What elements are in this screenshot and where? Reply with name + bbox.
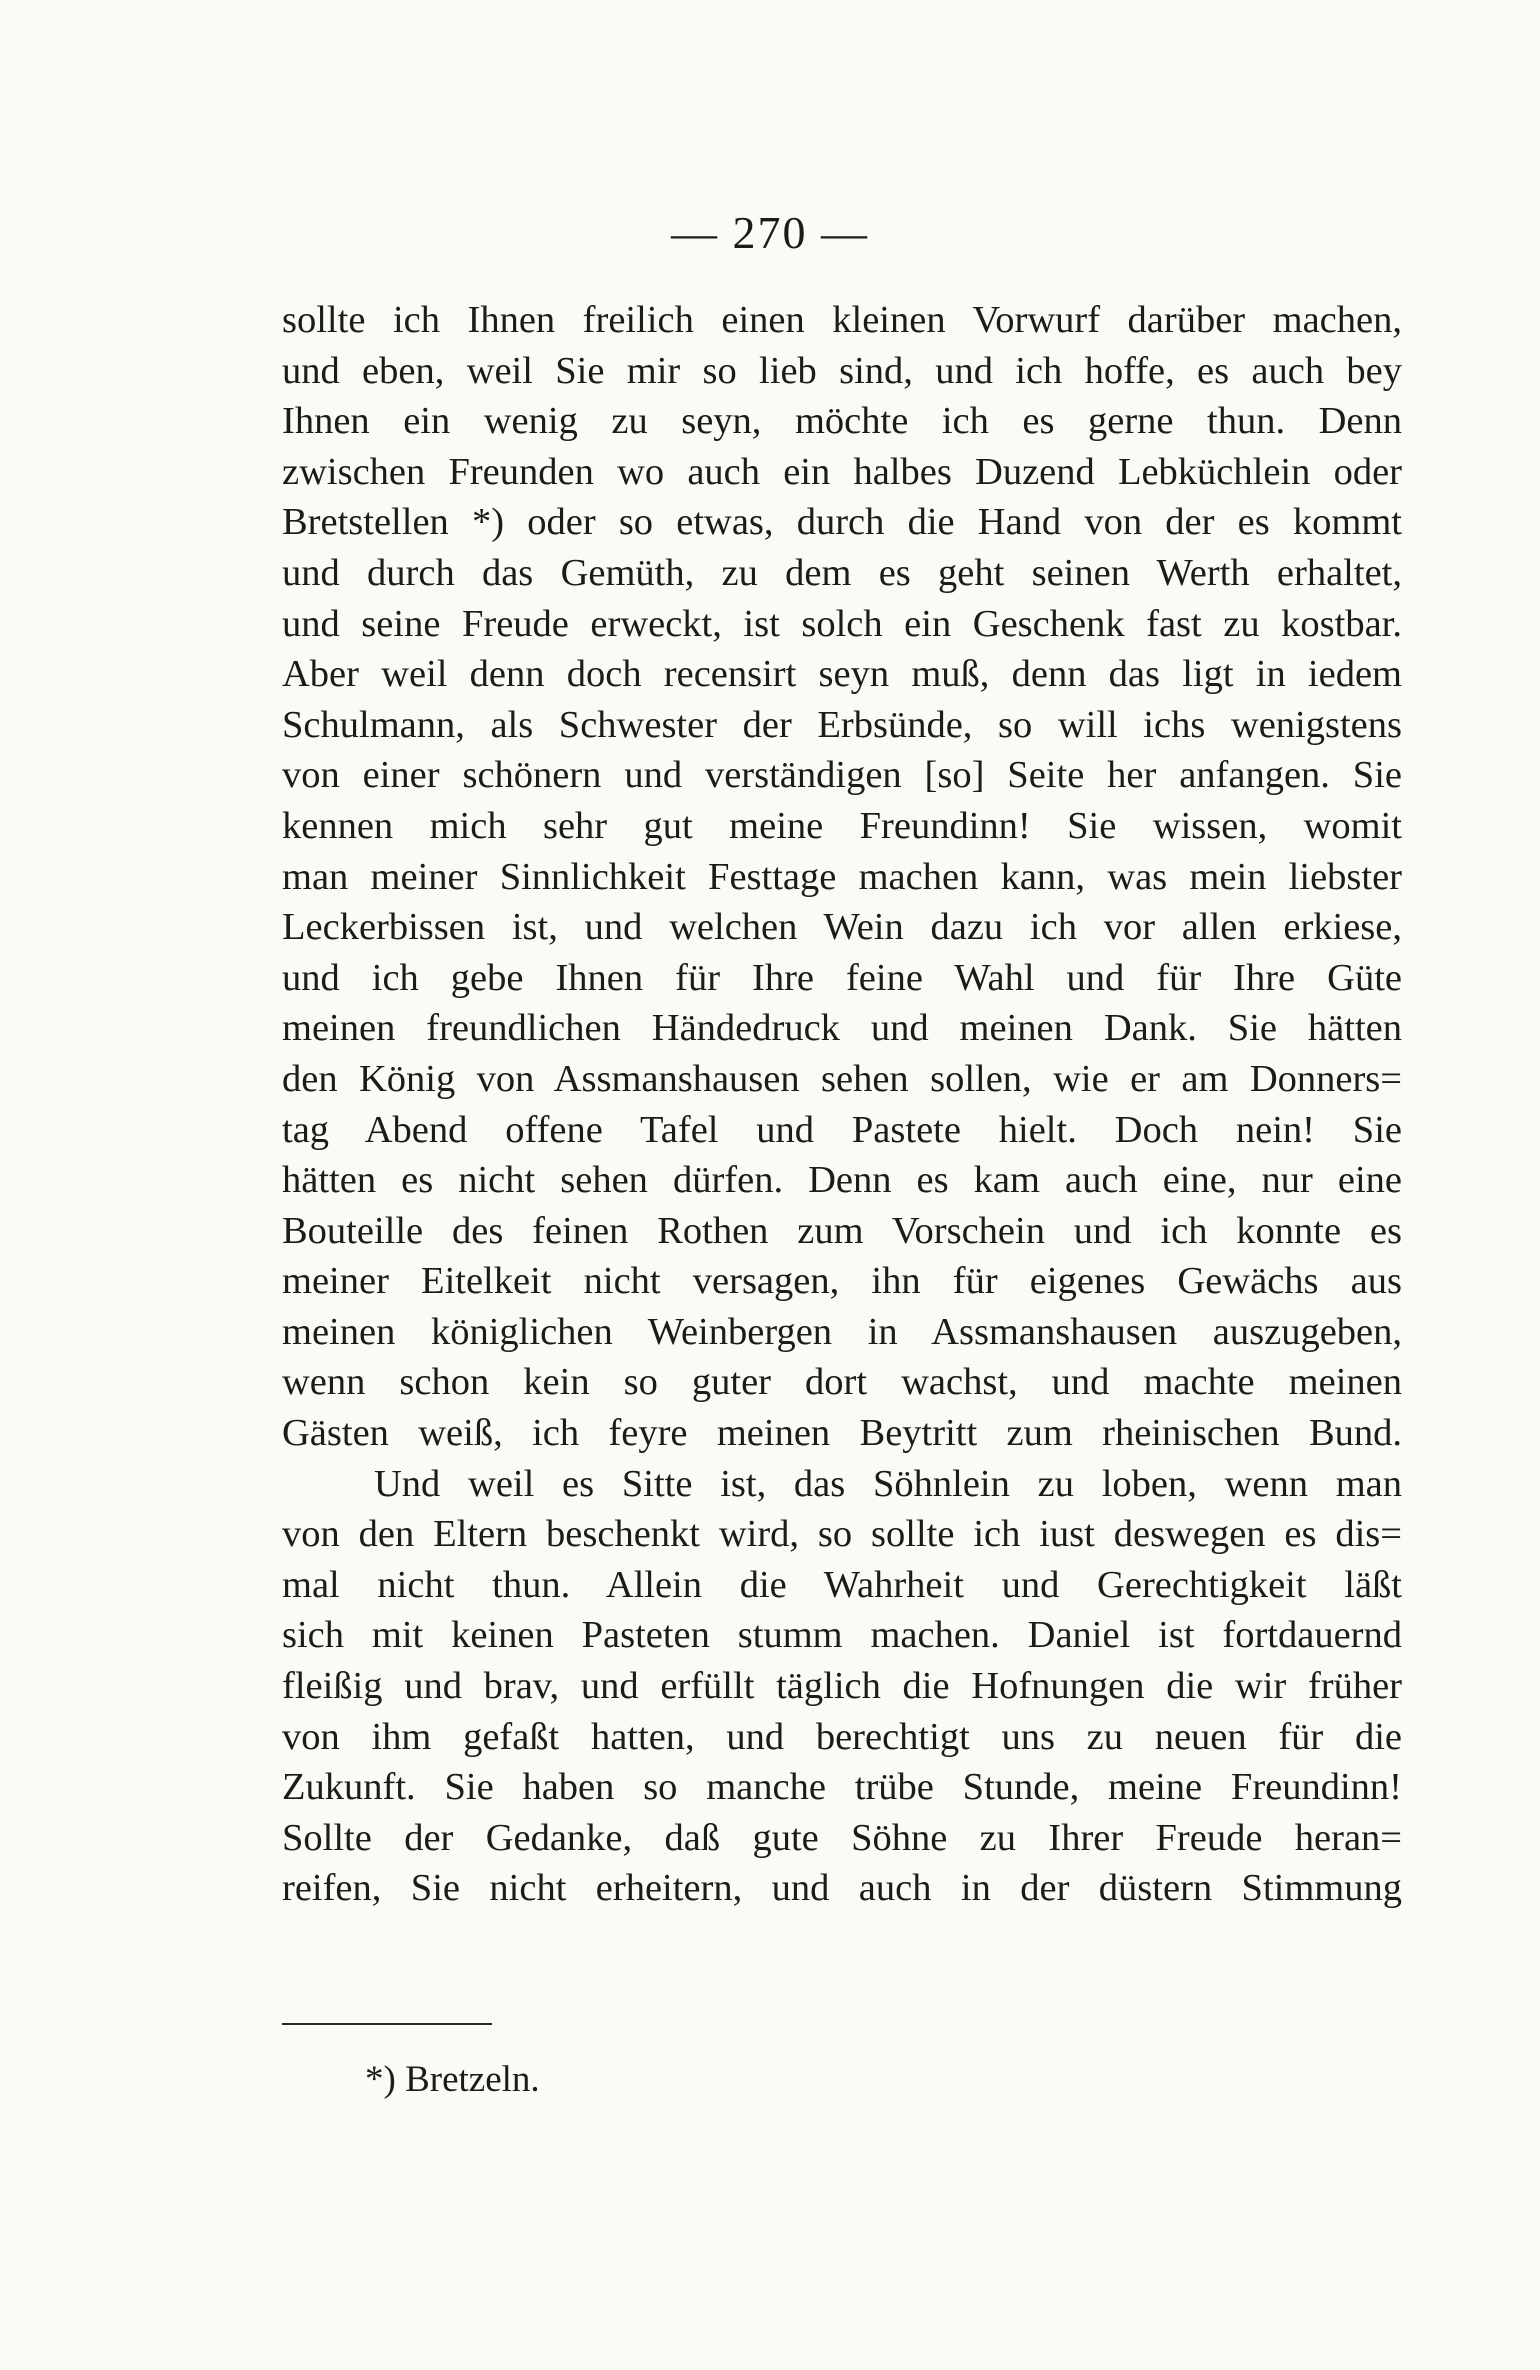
text-line: von einer schönern und verständigen [so] Seite her anfangen. Sie	[282, 754, 1402, 797]
footnote-divider	[282, 2023, 492, 2025]
text-line: kennen mich sehr gut meine Freundinn! Sie wissen, womit	[282, 804, 1402, 847]
text-line: von ihm gefaßt hatten, und berechtigt uns zu neuen für die	[282, 1715, 1402, 1758]
text-line: und ich gebe Ihnen für Ihre feine Wahl und für Ihre Güte	[282, 956, 1402, 999]
page-number: — 270 —	[671, 207, 869, 258]
text-line: und eben, weil Sie mir so lieb sind, und ich hoffe, es auch bey	[282, 349, 1402, 392]
text-line: man meiner Sinnlichkeit Festtage machen kann, was mein liebster	[282, 855, 1402, 898]
text-line: den König von Assmanshausen sehen sollen, wie er am Donners=	[282, 1057, 1402, 1100]
text-line: Sollte der Gedanke, daß gute Söhne zu Ihrer Freude heran=	[282, 1816, 1402, 1859]
text-line: Leckerbissen ist, und welchen Wein dazu ich vor allen erkiese,	[282, 906, 1402, 949]
text-line: Bouteille des feinen Rothen zum Vorschein und ich konnte es	[282, 1209, 1402, 1252]
text-line: Gästen weiß, ich feyre meinen Beytritt zum rheinischen Bund.	[282, 1412, 1402, 1455]
text-line: meinen königlichen Weinbergen in Assmanshausen auszugeben,	[282, 1310, 1402, 1353]
text-line: sich mit keinen Pasteten stumm machen. Daniel ist fortdauernd	[282, 1614, 1402, 1657]
text-line: tag Abend offene Tafel und Pastete hielt. Doch nein! Sie	[282, 1108, 1402, 1151]
paragraph-start-line: Und weil es Sitte ist, das Söhnlein zu loben, wenn man	[374, 1462, 1402, 1505]
text-line: und seine Freude erweckt, ist solch ein Geschenk fast zu kostbar.	[282, 602, 1402, 645]
text-line: zwischen Freunden wo auch ein halbes Duzend Lebküchlein oder	[282, 450, 1402, 493]
text-line: meiner Eitelkeit nicht versagen, ihn für eigenes Gewächs aus	[282, 1260, 1402, 1303]
text-line: von den Eltern beschenkt wird, so sollte ich iust deswegen es dis=	[282, 1513, 1402, 1556]
footnote: *) Bretzeln.	[365, 2059, 540, 2100]
text-line: meinen freundlichen Händedruck und meinen Dank. Sie hätten	[282, 1007, 1402, 1050]
text-line: wenn schon kein so guter dort wachst, und machte meinen	[282, 1361, 1402, 1404]
text-line: Ihnen ein wenig zu seyn, möchte ich es gerne thun. Denn	[282, 400, 1402, 443]
text-line: Zukunft. Sie haben so manche trübe Stunde, meine Freundinn!	[282, 1766, 1402, 1809]
text-line: fleißig und brav, und erfüllt täglich die Hofnungen die wir früher	[282, 1665, 1402, 1708]
text-line: Aber weil denn doch recensirt seyn muß, denn das ligt in iedem	[282, 653, 1402, 696]
text-line: mal nicht thun. Allein die Wahrheit und Gerechtigkeit läßt	[282, 1563, 1402, 1606]
text-line: Schulmann, als Schwester der Erbsünde, so will ichs wenigstens	[282, 703, 1402, 746]
text-line: reifen, Sie nicht erheitern, und auch in der düstern Stimmung	[282, 1867, 1402, 1910]
body-text	[282, 295, 1402, 1914]
text-line: und durch das Gemüth, zu dem es geht seinen Werth erhaltet,	[282, 551, 1402, 594]
text-line: sollte ich Ihnen freilich einen kleinen Vorwurf darüber machen,	[282, 299, 1402, 341]
text-line: Bretstellen *) oder so etwas, durch die Hand von der es kommt	[282, 501, 1402, 544]
text-line: hätten es nicht sehen dürfen. Denn es kam auch eine, nur eine	[282, 1159, 1402, 1202]
